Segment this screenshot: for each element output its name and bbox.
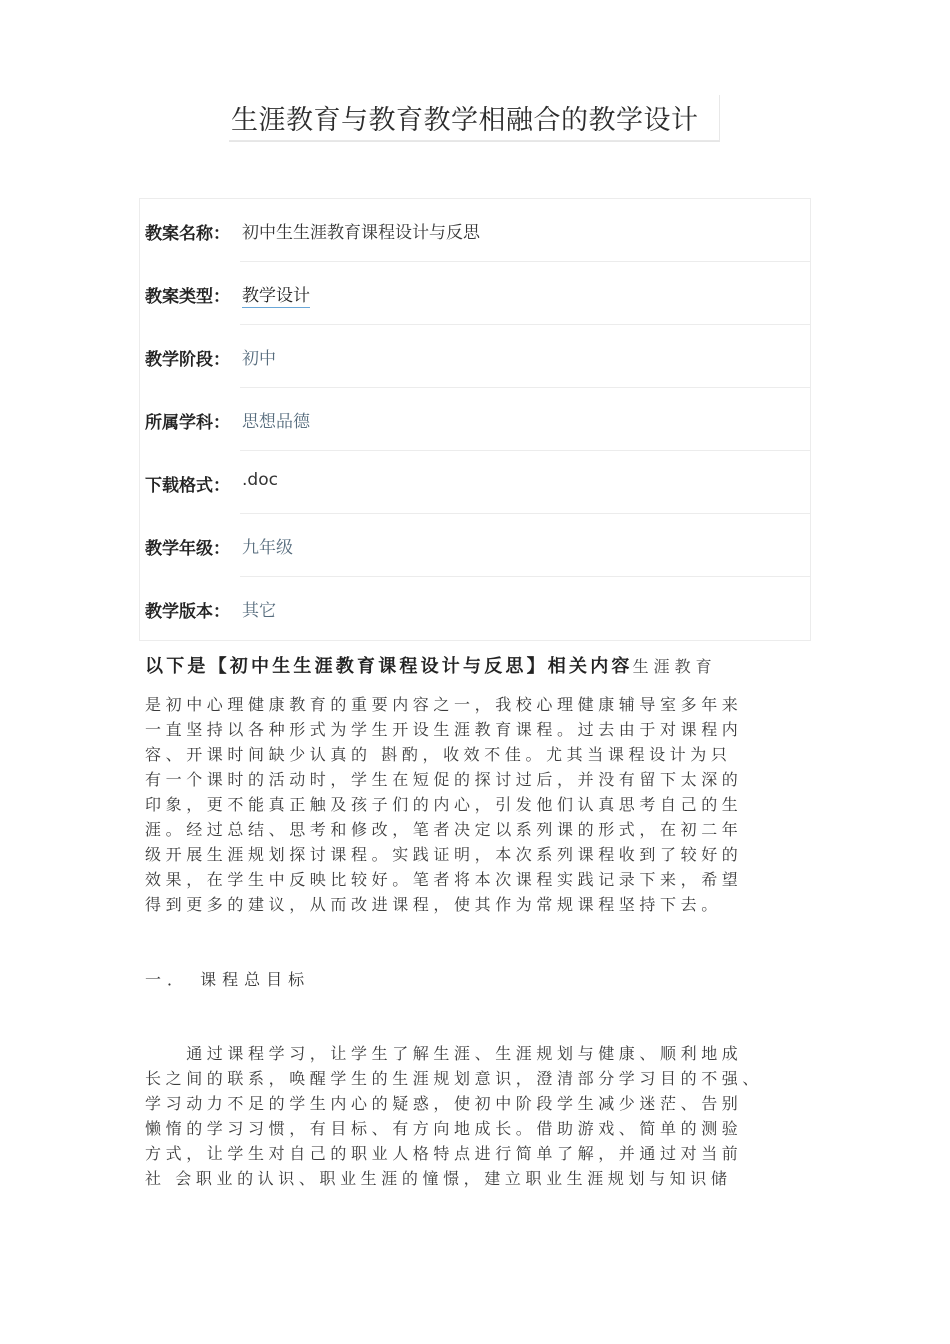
related-content-heading <box>145 652 805 678</box>
info-row-format <box>140 451 810 514</box>
info-row-stage <box>140 325 810 388</box>
lesson-info-table <box>139 198 811 641</box>
info-value: 初中生生涯教育课程设计与反思 <box>242 223 480 243</box>
paragraph-line: 效果，在学生中反映比较好。笔者将本次课程实践记录下来，希望 <box>145 870 743 889</box>
paragraph-line: 一直坚持以各种形式为学生开设生涯教育课程。过去由于对课程内 <box>145 720 743 739</box>
info-row-name <box>140 199 810 262</box>
paragraph-line: 学习动力不足的学生内心的疑惑，使初中阶段学生减少迷茫、告别 <box>145 1094 743 1113</box>
paragraph-line: 方式，让学生对自己的职业人格特点进行简单了解，并通过对当前 <box>145 1144 743 1163</box>
info-value: 思想品德 <box>242 412 310 432</box>
paragraph-line: 通过课程学习，让学生了解生涯、生涯规划与健康、顺利地成 <box>145 1044 743 1063</box>
info-row-grade <box>140 514 810 577</box>
document-title: 生涯教育与教育教学相融合的教学设计 <box>231 105 699 136</box>
info-label: 教学阶段： <box>145 350 230 370</box>
paragraph-line: 容、开课时间缺少认真的 斟酌，收效不佳。尤其当课程设计为只 <box>145 745 732 764</box>
info-row-type <box>140 262 810 325</box>
paragraph-line: 懒惰的学习习惯，有目标、有方向地成长。借助游戏、简单的测验 <box>145 1119 743 1138</box>
info-label: 所属学科： <box>145 413 230 433</box>
paragraph-line: 印象，更不能真正触及孩子们的内心，引发他们认真思考自己的生 <box>145 795 743 814</box>
paragraph-line: 长之间的联系，唤醒学生的生涯规划意识，澄清部分学习目的不强、 <box>145 1069 764 1088</box>
info-value: 九年级 <box>242 538 293 558</box>
paragraph-line: 涯。经过总结、思考和修改，笔者决定以系列课的形式，在初二年 <box>145 820 743 839</box>
info-value: .doc <box>242 470 278 490</box>
paragraph-line: 得到更多的建议，从而改进课程，使其作为常规课程坚持下去。 <box>145 895 722 914</box>
info-row-subject <box>140 388 810 451</box>
info-value: 初中 <box>242 349 276 369</box>
paragraph-line: 有一个课时的活动时，学生在短促的探讨过后，并没有留下太深的 <box>145 770 743 789</box>
paragraph-line: 级开展生涯规划探讨课程。实践证明，本次系列课程收到了较好的 <box>145 845 743 864</box>
info-label: 教案类型： <box>145 287 230 307</box>
info-label: 教学版本： <box>145 602 230 622</box>
related-heading-lead: 生涯教育 <box>632 657 717 676</box>
info-value-link[interactable]: 教学设计 <box>242 281 310 308</box>
info-value: 其它 <box>242 601 276 621</box>
paragraph-line: 是初中心理健康教育的重要内容之一，我校心理健康辅导室多年来 <box>145 695 743 714</box>
info-row-edition <box>140 577 810 640</box>
related-heading-bold: 以下是【初中生生涯教育课程设计与反思】相关内容 <box>145 656 633 677</box>
section-heading: 一． 课程总目标 <box>145 970 311 989</box>
info-label: 下载格式： <box>145 476 230 496</box>
info-label: 教案名称： <box>145 224 230 244</box>
info-label: 教学年级： <box>145 539 230 559</box>
paragraph-line: 社 会职业的认识、职业生涯的憧憬，建立职业生涯规划与知识储 <box>145 1169 732 1188</box>
